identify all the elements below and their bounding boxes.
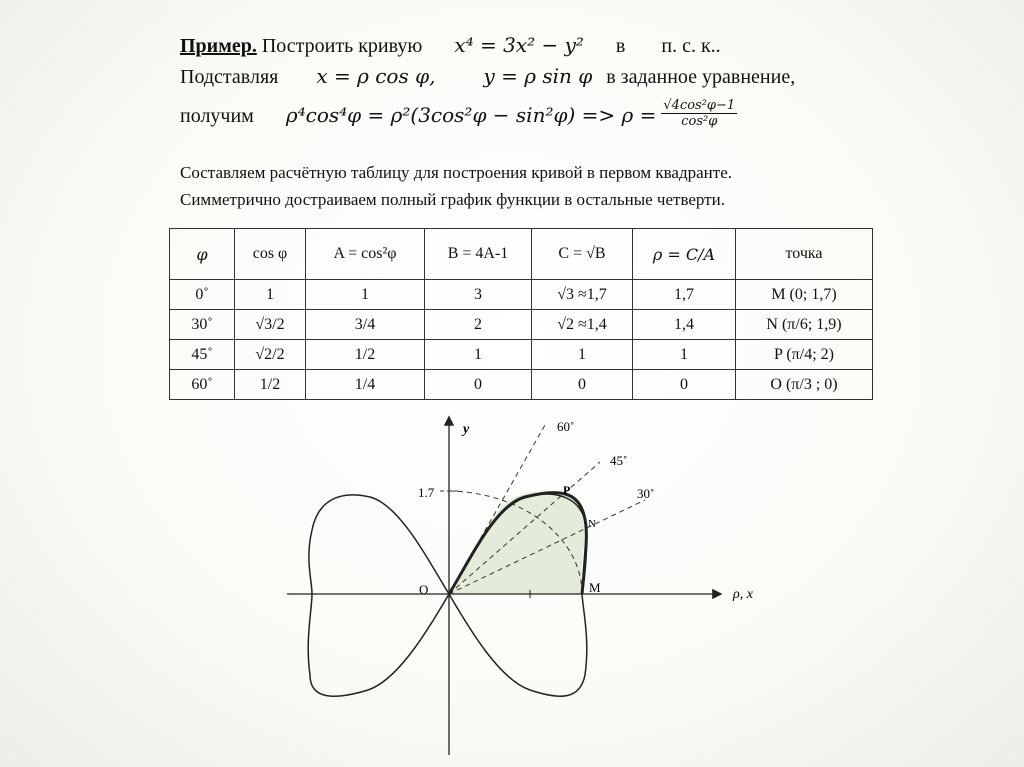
table-cell: 2 bbox=[425, 310, 532, 340]
table-cell: 3/4 bbox=[306, 310, 425, 340]
line2-text: Подставляя bbox=[180, 66, 279, 88]
table-cell: 1 bbox=[306, 280, 425, 310]
table-cell: M (0; 1,7) bbox=[736, 280, 873, 310]
header-a: A = cos²φ bbox=[306, 229, 425, 280]
header-c: C = √B bbox=[532, 229, 633, 280]
table-cell: 0 bbox=[425, 370, 532, 400]
ray-45-label: 45˚ bbox=[610, 453, 628, 468]
table-cell: O (π/3 ; 0) bbox=[736, 370, 873, 400]
table-cell: 0 bbox=[633, 370, 736, 400]
ray-30-label: 30˚ bbox=[637, 486, 655, 501]
y-axis-label: y bbox=[463, 422, 470, 437]
line3-text: получим bbox=[180, 105, 254, 128]
table-cell: √3 ≈1,7 bbox=[532, 280, 633, 310]
curve-equation: x⁴ = 3x² − y² bbox=[454, 33, 584, 57]
table-cell: 1,4 bbox=[633, 310, 736, 340]
line-symmetry: Симметрично достраиваем полный график функции в остальные четверти. bbox=[180, 190, 725, 209]
table-cell: 0 bbox=[532, 370, 633, 400]
header-cos: cos φ bbox=[235, 229, 306, 280]
table-cell: 1/4 bbox=[306, 370, 425, 400]
table-cell: 1,7 bbox=[633, 280, 736, 310]
table-cell: 1 bbox=[425, 340, 532, 370]
header-phi: φ bbox=[170, 229, 235, 280]
rho-denominator: cos²φ bbox=[681, 114, 718, 129]
ray-60-label: 60˚ bbox=[557, 419, 575, 434]
line-table-intro: Составляем расчётную таблицу для построения кривой в первом квадранте. bbox=[180, 163, 732, 182]
line2-tail: в заданное уравнение, bbox=[606, 66, 796, 88]
polar-equation: ρ⁴cos⁴φ = ρ²(3cos²φ − sin²φ) => ρ = bbox=[285, 103, 657, 128]
table-cell: 1 bbox=[633, 340, 736, 370]
rho-numerator: √4cos²φ−1 bbox=[663, 98, 736, 113]
table-cell: N (π/6; 1,9) bbox=[736, 310, 873, 340]
tick-label-1-7: 1.7 bbox=[418, 485, 435, 500]
table-cell: P (π/4; 2) bbox=[736, 340, 873, 370]
table-cell: 30˚ bbox=[170, 310, 235, 340]
table-cell: 1/2 bbox=[306, 340, 425, 370]
point-m-label: M bbox=[589, 580, 601, 595]
table-cell: 60˚ bbox=[170, 370, 235, 400]
table-cell: 1 bbox=[235, 280, 306, 310]
line1-text: Построить кривую bbox=[261, 35, 423, 57]
point-n-label: N bbox=[588, 518, 596, 530]
example-label: Пример. bbox=[180, 35, 257, 57]
line1-in: в bbox=[615, 35, 626, 57]
header-b: B = 4A-1 bbox=[425, 229, 532, 280]
x-axis-label: ρ, x bbox=[733, 587, 753, 602]
table-cell: 1/2 bbox=[235, 370, 306, 400]
y-substitution: y = ρ sin φ bbox=[483, 64, 593, 88]
table-cell: √2 ≈1,4 bbox=[532, 310, 633, 340]
table-cell: 1 bbox=[532, 340, 633, 370]
first-quadrant-fill bbox=[449, 491, 585, 594]
header-point: точка bbox=[736, 229, 873, 280]
origin-label: O bbox=[419, 582, 429, 597]
table-cell: 3 bbox=[425, 280, 532, 310]
table-cell: 45˚ bbox=[170, 340, 235, 370]
header-rho: ρ = C/A bbox=[633, 229, 736, 280]
x-substitution: x = ρ cos φ, bbox=[316, 64, 436, 88]
table-cell: √3/2 bbox=[235, 310, 306, 340]
point-p-label: P bbox=[563, 483, 571, 497]
table-cell: 0˚ bbox=[170, 280, 235, 310]
table-cell: √2/2 bbox=[235, 340, 306, 370]
line1-psk: п. с. к.. bbox=[661, 35, 721, 57]
